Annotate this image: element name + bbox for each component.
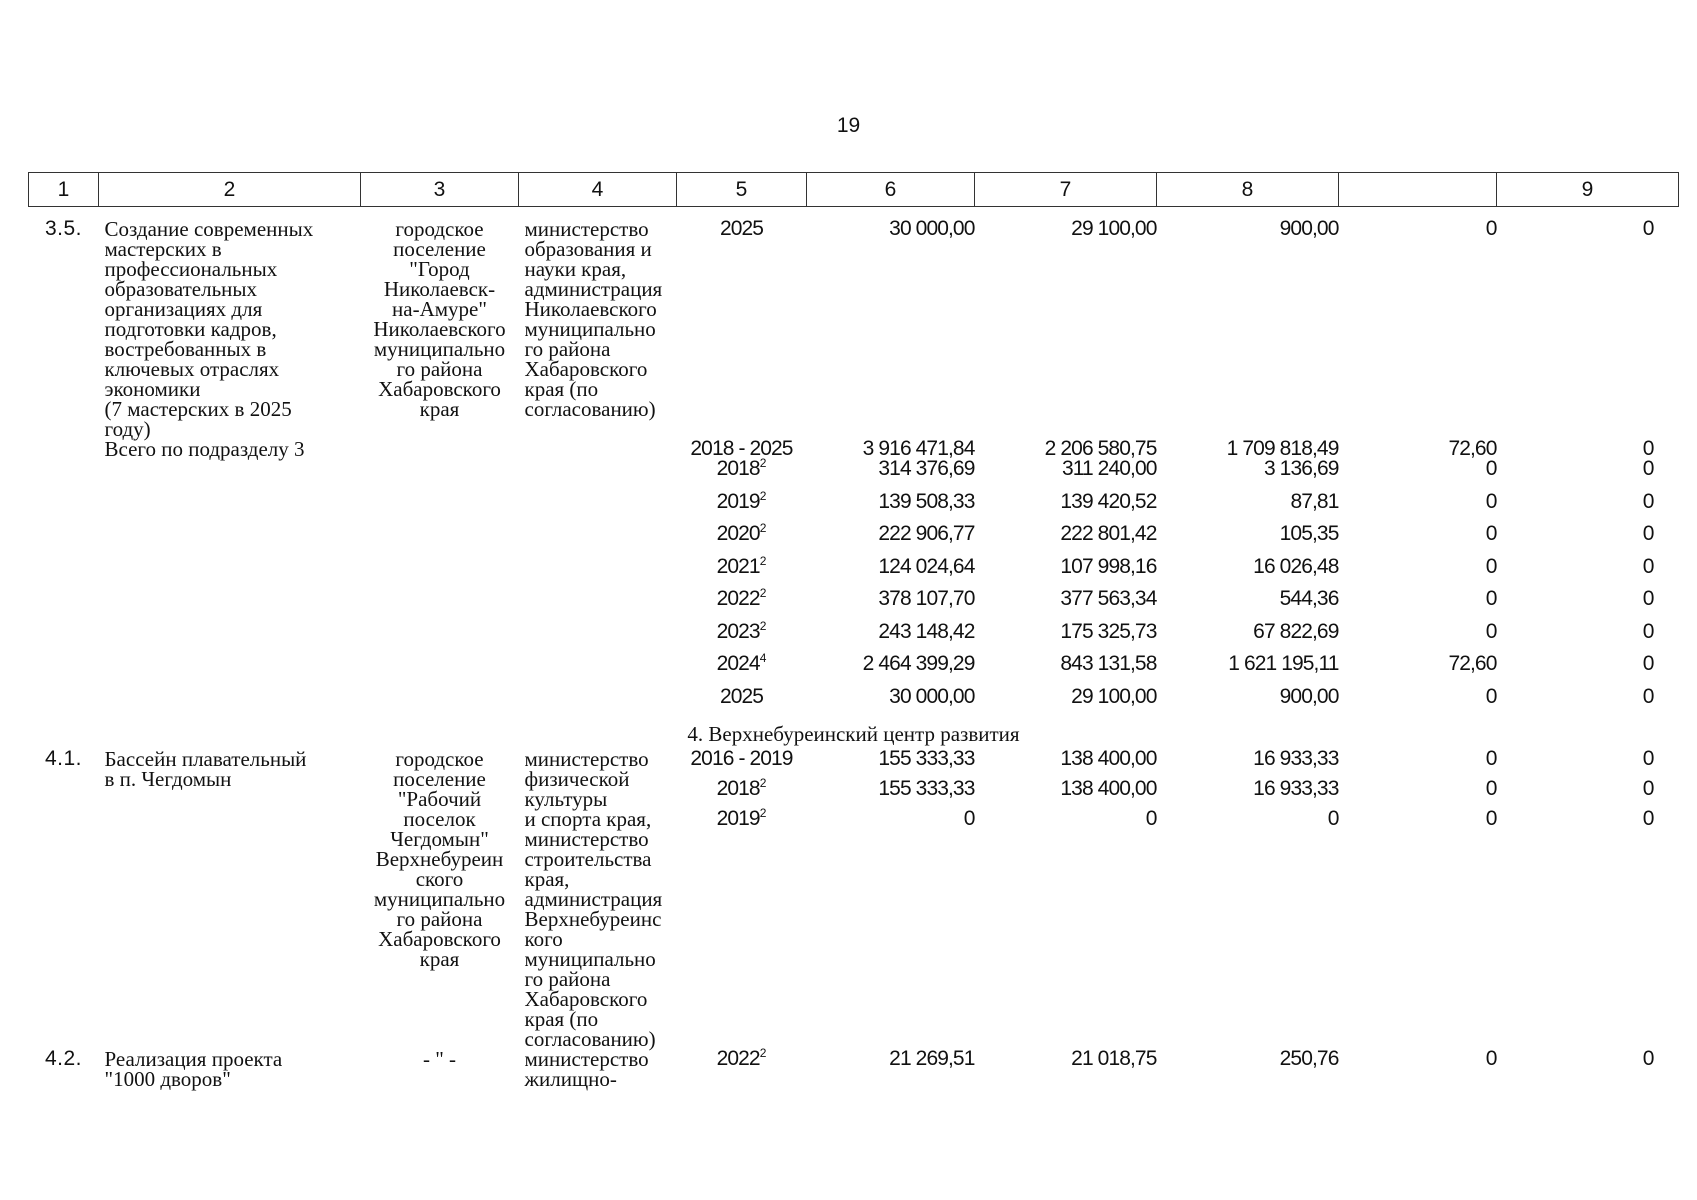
header-col-7: 7 [975, 173, 1157, 207]
value-regional: 29 100,00 [1071, 217, 1157, 240]
value-local: 16 933,33 16 933,33 0 [1253, 747, 1339, 830]
row-executor: министерство жилищно- [524, 1047, 649, 1091]
footnote-mark: 2 [759, 456, 767, 470]
header-row [29, 173, 1679, 207]
value-other: 0 [1642, 437, 1654, 460]
row-year: 2020$^2$ [716, 521, 767, 545]
total-label: Всего по подразделу 3 [104, 437, 305, 461]
row-number: 3.5. [44, 217, 83, 240]
row-name: Создание современных мастерских в профессиональных образовательных организациях для подготовки кадров, востребованных в ключевых отраслях экономики (7 мастерских в 2025 году) [104, 217, 314, 441]
value-total: 314 376,69 [878, 457, 975, 480]
row-year: 2022$^2$ [716, 586, 767, 610]
page-number: 19 [836, 114, 861, 137]
footnote-mark: 2 [759, 521, 767, 535]
value-local: 87,81 [1290, 489, 1339, 513]
value-regional: 138 400,00 138 400,00 0 [1060, 747, 1157, 830]
row-year: 2022$^2$ [716, 1046, 767, 1070]
value-regional: 21 018,75 [1071, 1047, 1157, 1070]
header-col-5: 5 [677, 173, 807, 207]
value-regional: 311 240,00 [1061, 457, 1157, 480]
value-other: 0 [1642, 684, 1654, 708]
value-other: 0 [1642, 587, 1654, 610]
table-row-4-1 [29, 749, 1679, 1049]
footnote-mark: 2 [759, 1046, 767, 1060]
row-year: 2025 [719, 217, 764, 240]
program-table [28, 172, 1679, 1089]
value-regional: 175 325,73 [1060, 619, 1157, 643]
value-extra: 0 [1485, 1047, 1497, 1070]
value-extra: 0 [1485, 684, 1497, 708]
value-other: 0 [1642, 522, 1654, 545]
row-year: 2023$^2$ [716, 618, 767, 643]
row-executor: министерство физической культуры и спорта края, министерство строительства края, администрация Верхнебуреинс кого муниципально го района Хабаровского края (по согласованию) [524, 747, 663, 1051]
value-local: 900,00 [1279, 217, 1339, 240]
row-location: городское поселение "Город Николаевск- на-Амуре" Николаевского муниципально го района Хабаровского края [373, 217, 506, 421]
row-year: 2024$^4$ [716, 651, 767, 675]
value-extra: 0 [1485, 554, 1497, 578]
value-local: 67 822,69 [1253, 619, 1339, 643]
table-row [29, 557, 1679, 590]
value-local: 900,00 [1279, 684, 1339, 708]
row-years [677, 749, 807, 1049]
row-location: городское поселение "Рабочий поселок Чегдомын" Верхнебуреин ского муниципально го района Хабаровского края [373, 747, 506, 971]
footnote-mark: 2 [759, 488, 767, 503]
row-year: 2025 [719, 684, 764, 708]
value-local: 1 621 195,11 [1228, 652, 1339, 675]
value-total: 30 000,00 [889, 217, 975, 240]
value-regional: 377 563,34 [1060, 587, 1157, 610]
section-title: 4. Верхнебуреинский центр развития [687, 722, 1020, 746]
table-row [29, 622, 1679, 655]
footnote-mark: 2 [759, 618, 767, 633]
header-col-blank [1339, 173, 1497, 207]
footnote-mark: 2 [759, 776, 767, 790]
value-regional: 222 801,42 [1060, 522, 1157, 545]
row-year: 2018$^2$ [716, 776, 767, 800]
row-year: 2019$^2$ [716, 806, 767, 830]
footnote-mark: 2 [759, 553, 767, 568]
row-name: Реализация проекта "1000 дворов" [104, 1047, 283, 1091]
table-row-4-2 [29, 1049, 1679, 1089]
table-row [29, 687, 1679, 720]
row-year: 2018 - 2025 [690, 437, 793, 460]
value-other: 0 [1642, 652, 1654, 675]
value-total: 30 000,00 [889, 684, 975, 708]
value-extra: 0 [1485, 457, 1497, 480]
row-executor: министерство образования и науки края, администрация Николаевского муниципально го района Хабаровского края (по согласованию) [524, 217, 663, 421]
value-other: 0 [1642, 489, 1654, 513]
value-extra: 0 [1485, 587, 1497, 610]
value-total: 21 269,51 [889, 1047, 975, 1070]
value-regional: 843 131,58 [1060, 652, 1157, 675]
header-col-2: 2 [99, 173, 361, 207]
table-row-total-3 [29, 439, 1679, 459]
value-total: 139 508,33 [878, 489, 975, 513]
table-row-3-5 [29, 219, 1679, 439]
value-local: 250,76 [1279, 1047, 1339, 1070]
value-total: 155 333,33 155 333,33 0 [878, 747, 975, 830]
value-extra: 0 [1485, 489, 1497, 513]
value-extra: 0 0 0 [1485, 747, 1497, 830]
value-other: 0 [1642, 554, 1654, 578]
value-other: 0 [1642, 1047, 1654, 1070]
value-total: 2 464 399,29 [862, 652, 975, 675]
footnote-mark: 2 [759, 806, 767, 820]
row-number: 4.2. [44, 1047, 83, 1070]
value-total: 243 148,42 [878, 619, 975, 643]
value-regional: 139 420,52 [1060, 489, 1157, 513]
value-total: 222 906,77 [878, 522, 975, 545]
table-row [29, 459, 1679, 492]
value-extra: 0 [1485, 619, 1497, 643]
header-col-4: 4 [519, 173, 677, 207]
footnote-mark: 4 [759, 651, 767, 665]
value-extra: 0 [1485, 217, 1497, 240]
value-other: 0 0 0 [1642, 747, 1654, 830]
header-col-3: 3 [361, 173, 519, 207]
value-regional: 2 206 580,75 [1044, 437, 1157, 460]
header-col-9: 9 [1497, 173, 1679, 207]
row-year: 2016 - 2019 [690, 747, 793, 770]
value-regional: 107 998,16 [1060, 554, 1157, 578]
header-col-6: 6 [807, 173, 975, 207]
value-other: 0 [1642, 619, 1654, 643]
value-local: 3 136,69 [1263, 457, 1339, 480]
value-extra: 0 [1485, 522, 1497, 545]
value-regional: 29 100,00 [1071, 684, 1157, 708]
table-row [29, 524, 1679, 557]
table-row [29, 654, 1679, 687]
row-year: 2021$^2$ [716, 553, 767, 578]
row-year: 2019$^2$ [716, 488, 767, 513]
value-total: 124 024,64 [878, 554, 975, 578]
value-extra: 72,60 [1448, 652, 1497, 675]
header-col-1: 1 [29, 173, 99, 207]
header-col-8: 8 [1157, 173, 1339, 207]
value-local: 1 709 818,49 [1226, 437, 1339, 460]
value-local: 16 026,48 [1253, 554, 1339, 578]
value-local: 544,36 [1279, 587, 1339, 610]
value-total: 378 107,70 [878, 587, 975, 610]
row-year: 2018$^2$ [716, 456, 767, 480]
table-row [29, 589, 1679, 622]
value-extra: 72,60 [1448, 437, 1497, 460]
row-name: Бассейн плавательный в п. Чегдомын [104, 747, 307, 791]
row-number: 4.1. [44, 747, 83, 770]
value-total: 3 916 471,84 [862, 437, 975, 460]
value-local: 105,35 [1279, 522, 1339, 545]
value-other: 0 [1642, 217, 1654, 240]
footnote-mark: 2 [759, 586, 767, 600]
value-other: 0 [1642, 457, 1654, 480]
table-row [29, 492, 1679, 525]
section-title-row [29, 719, 1679, 749]
row-location: - " - [422, 1047, 457, 1071]
